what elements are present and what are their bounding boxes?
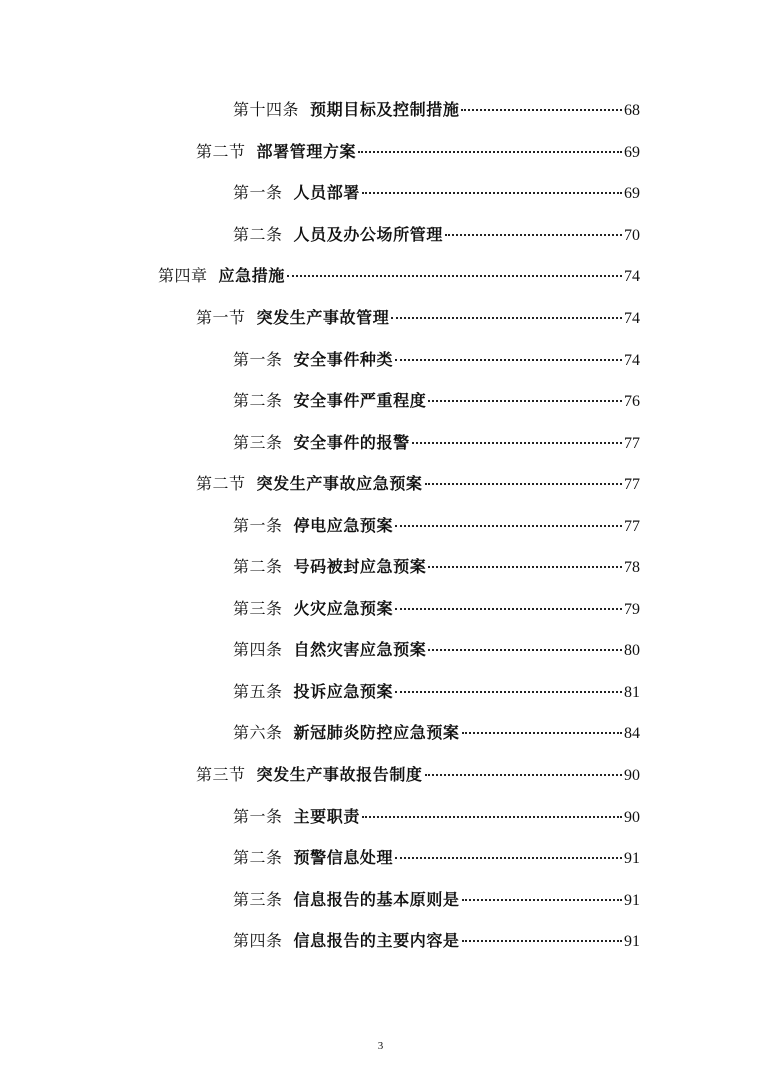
toc-entry-page: 74: [624, 268, 640, 286]
toc-entry-number: 第一节: [196, 308, 246, 327]
toc-entry-page: 74: [624, 310, 640, 327]
toc-entry-line: [196, 765, 640, 786]
toc-entry-page: 74: [624, 351, 640, 369]
toc-entry-number: 第二条: [233, 848, 283, 868]
toc-entry-number: 第三条: [233, 598, 283, 618]
dot-leader: [395, 608, 622, 610]
toc-entry-line: [233, 807, 640, 828]
toc-entry-line: [233, 599, 640, 620]
toc-entry-number: 第一条: [233, 349, 283, 369]
toc-entry-number: 第二节: [196, 474, 246, 494]
toc-entry-line: [233, 682, 640, 703]
toc-entry[interactable]: [0, 589, 761, 631]
toc-entry-page: 77: [624, 434, 640, 452]
toc-entry-number: 第二条: [233, 391, 283, 411]
toc-entry-page: 76: [624, 393, 640, 411]
toc-entry-page: 91: [624, 891, 640, 909]
dot-leader: [358, 151, 622, 153]
toc-entry[interactable]: [0, 90, 761, 132]
toc-entry-page: 69: [624, 143, 640, 161]
toc-entry-page: 77: [624, 517, 640, 535]
dot-leader: [425, 774, 622, 776]
toc-entry-title: 停电应急预案: [293, 515, 394, 535]
toc-entry-number: 第六条: [233, 723, 283, 743]
toc-entry-line: [196, 308, 640, 329]
toc-entry[interactable]: [0, 838, 761, 880]
dot-leader: [362, 816, 622, 818]
toc-entry[interactable]: [0, 422, 761, 464]
toc-entry-number: 第二条: [233, 557, 283, 577]
toc-entry-title: 主要职责: [293, 806, 360, 826]
page-number: 3: [377, 1040, 384, 1052]
toc-entry-number: 第一条: [233, 515, 283, 535]
toc-entry[interactable]: [0, 256, 761, 298]
dot-leader: [362, 192, 622, 194]
toc-entry[interactable]: [0, 132, 761, 174]
dot-leader: [395, 359, 622, 361]
toc-entry-line: [233, 890, 640, 911]
toc-entry-number: 第五条: [233, 681, 283, 701]
dot-leader: [428, 400, 622, 402]
toc-entry-title: 突发生产事故应急预案: [256, 474, 423, 494]
dot-leader: [462, 732, 622, 734]
toc-entry-page: 79: [624, 600, 640, 618]
toc-entry-line: [233, 557, 640, 578]
toc-entry-title: 人员部署: [293, 183, 360, 203]
toc-entry-number: 第三节: [196, 765, 246, 785]
toc-entry-number: 第三条: [233, 432, 283, 452]
toc-entry-title: 自然灾害应急预案: [293, 640, 427, 660]
toc-entry-page: 84: [624, 725, 640, 743]
toc-entry-line: [233, 183, 640, 204]
toc-entry-line: [233, 516, 640, 537]
toc-entry-page: 70: [624, 226, 640, 244]
toc-entry-page: 91: [624, 933, 640, 951]
toc-entry-title: 火灾应急预案: [293, 598, 394, 618]
toc-entry-title: 预警信息处理: [293, 848, 394, 868]
dot-leader: [287, 275, 622, 277]
toc-entry-title: 应急措施: [218, 266, 285, 286]
toc-entry[interactable]: [0, 173, 761, 215]
toc-entry-line: [233, 723, 640, 744]
toc-entry-number: 第四条: [233, 931, 283, 951]
toc-entry-page: 90: [624, 808, 640, 826]
toc-entry[interactable]: [0, 672, 761, 714]
toc-entry-line: [196, 142, 640, 163]
toc-entry-line: [233, 391, 640, 412]
toc-entry[interactable]: [0, 630, 761, 672]
toc-entry-number: 第四条: [233, 640, 283, 660]
toc-entry-line: [233, 640, 640, 661]
toc-entry-number: 第十四条: [233, 100, 300, 120]
toc-entry-title: 预期目标及控制措施: [310, 100, 460, 120]
dot-leader: [445, 234, 622, 236]
toc-entry-line: [158, 266, 640, 287]
toc-entry-line: [233, 100, 640, 121]
toc-entry-line: [233, 225, 640, 246]
toc-entry[interactable]: [0, 464, 761, 506]
dot-leader: [461, 109, 622, 111]
dot-leader: [412, 442, 622, 444]
toc-entry-title: 新冠肺炎防控应急预案: [293, 723, 460, 743]
toc-entry-number: 第一条: [233, 183, 283, 203]
toc-entry-page: 68: [624, 102, 640, 120]
dot-leader: [462, 940, 622, 942]
toc-entry[interactable]: [0, 921, 761, 963]
toc-entry-title: 信息报告的基本原则是: [293, 889, 460, 909]
dot-leader: [462, 899, 622, 901]
toc-entry-number: 第二节: [196, 141, 246, 161]
toc-entry-title: 人员及办公场所管理: [293, 224, 443, 244]
toc-entry-page: 77: [624, 476, 640, 494]
table-of-contents: [0, 90, 761, 962]
toc-entry-title: 突发生产事故报告制度: [256, 765, 423, 785]
dot-leader: [395, 525, 622, 527]
toc-entry[interactable]: [0, 755, 761, 797]
toc-entry-line: [233, 350, 640, 371]
toc-entry-title: 安全事件的报警: [293, 432, 410, 452]
dot-leader: [425, 483, 622, 485]
dot-leader: [391, 317, 622, 319]
dot-leader: [395, 857, 622, 859]
toc-entry-title: 突发生产事故管理: [256, 308, 390, 327]
toc-entry-title: 信息报告的主要内容是: [293, 931, 460, 951]
toc-entry-line: [233, 848, 640, 869]
toc-entry-line: [196, 474, 640, 495]
toc-entry[interactable]: [0, 381, 761, 423]
toc-entry-line: [233, 433, 640, 454]
toc-entry-page: 91: [624, 850, 640, 868]
toc-entry[interactable]: [0, 713, 761, 755]
dot-leader: [395, 691, 622, 693]
toc-entry-number: 第二条: [233, 224, 283, 244]
toc-entry-page: 81: [624, 683, 640, 701]
toc-entry-line: [233, 931, 640, 952]
toc-entry[interactable]: [0, 547, 761, 589]
toc-entry-number: 第三条: [233, 889, 283, 909]
toc-entry-title: 安全事件严重程度: [293, 391, 427, 411]
toc-entry-page: 80: [624, 642, 640, 660]
toc-entry[interactable]: [0, 796, 761, 838]
dot-leader: [428, 649, 622, 651]
toc-entry-number: 第四章: [158, 266, 208, 286]
toc-entry[interactable]: [0, 215, 761, 257]
toc-entry[interactable]: [0, 298, 761, 340]
toc-entry-page: 90: [624, 767, 640, 785]
toc-entry-title: 投诉应急预案: [293, 681, 394, 701]
toc-entry-title: 号码被封应急预案: [293, 557, 427, 577]
toc-entry-title: 部署管理方案: [256, 141, 357, 161]
toc-entry-number: 第一条: [233, 806, 283, 826]
dot-leader: [428, 566, 622, 568]
toc-entry[interactable]: [0, 879, 761, 921]
toc-entry-title: 安全事件种类: [293, 349, 394, 369]
toc-entry-page: 69: [624, 185, 640, 203]
toc-entry[interactable]: [0, 339, 761, 381]
toc-entry-page: 78: [624, 559, 640, 577]
toc-entry[interactable]: [0, 505, 761, 547]
